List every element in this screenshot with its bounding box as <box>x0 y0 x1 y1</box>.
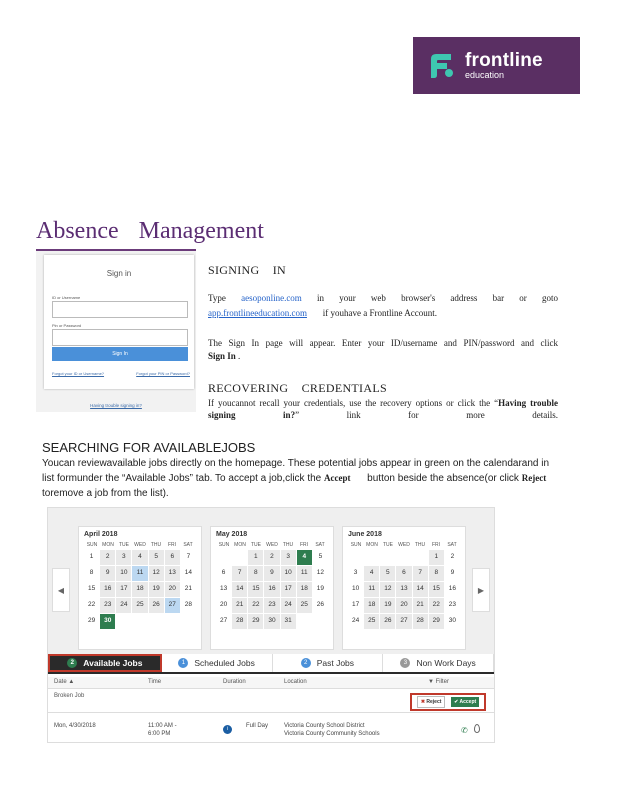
calendar-day[interactable]: 3 <box>116 550 131 565</box>
calendar-day[interactable]: 27 <box>216 614 231 629</box>
col-location: Location <box>284 679 307 685</box>
calendar-day[interactable]: 17 <box>116 582 131 597</box>
calendar-day[interactable]: 12 <box>149 566 164 581</box>
calendar-day[interactable]: 21 <box>181 582 196 597</box>
map-pin-icon[interactable] <box>474 724 480 733</box>
calendar-day[interactable]: 29 <box>84 614 99 629</box>
jobs-tabs <box>48 654 494 674</box>
info-icon[interactable]: i <box>223 725 232 734</box>
calendar-day[interactable]: 27 <box>396 614 411 629</box>
calendar-day[interactable]: 15 <box>429 582 444 597</box>
forgot-id-link[interactable]: Forgot your ID or Username? <box>52 371 105 376</box>
calendar-day[interactable]: 29 <box>248 614 263 629</box>
calendar-day[interactable]: 18 <box>364 598 379 613</box>
calendar-day[interactable]: 24 <box>116 598 131 613</box>
weekday-label: TUE <box>251 542 261 548</box>
tab-scheduled-jobs[interactable]: 1 Scheduled Jobs <box>162 654 273 672</box>
calendar-day[interactable]: 13 <box>396 582 411 597</box>
calendar-day[interactable]: 10 <box>281 566 296 581</box>
calendar-empty-cell <box>348 550 363 565</box>
calendar-day[interactable]: 25 <box>132 598 147 613</box>
calendar-day[interactable]: 25 <box>364 614 379 629</box>
calendar-day[interactable]: 28 <box>181 598 196 613</box>
calendar-empty-cell <box>396 550 411 565</box>
calendar-day[interactable]: 24 <box>348 614 363 629</box>
aesoponline-link[interactable]: aesoponline.com <box>241 293 302 303</box>
searching-body: Youcan reviewavailable jobs directly on the homepage. These potential jobs appear in green on the calendarand in list formunder the “Available Jobs” tab. To accept a job,click the Accept button beside the absence(or click Reject toremove a job from the list). <box>42 458 550 499</box>
col-duration: Duration <box>223 679 246 685</box>
calendar-day[interactable]: 13 <box>216 582 231 597</box>
calendar-empty-cell <box>380 550 395 565</box>
month-calendar: April 2018 SUN MON TUE WED THU FRI SAT 1 2 3 4 5 6 7 8 9 10 11 12 13 14 15 16 17 18 19 20 21 22 23 24 25 26 27 28 29 30 <box>78 526 202 650</box>
calendar-day[interactable]: 9 <box>445 566 460 581</box>
signin-title: Sign in <box>106 269 132 278</box>
calendar-day[interactable]: 5 <box>313 550 328 565</box>
calendar-day[interactable]: 7 <box>413 566 428 581</box>
calendar-empty-cell <box>364 550 379 565</box>
col-date[interactable]: Date ▲ <box>54 679 75 685</box>
calendar-empty-cell <box>216 550 231 565</box>
calendar-day[interactable]: 4 <box>364 566 379 581</box>
frontline-app-link[interactable]: app.frontlineeducation.com <box>208 308 307 318</box>
calendar-day[interactable]: 9 <box>264 566 279 581</box>
next-month-button[interactable]: ▶ <box>472 568 490 612</box>
calendar-day[interactable]: 8 <box>248 566 263 581</box>
calendar-day[interactable]: 2 <box>445 550 460 565</box>
calendar-day[interactable]: 18 <box>297 582 312 597</box>
calendar-day-available[interactable]: 4 <box>297 550 312 565</box>
weekday-label: THU <box>150 542 162 548</box>
tab-non-work-days[interactable]: 3 Non Work Days <box>383 654 494 672</box>
calendar-day[interactable]: 26 <box>380 614 395 629</box>
weekday-label: WED <box>266 542 278 548</box>
calendar-day[interactable]: 20 <box>216 598 231 613</box>
calendar-day[interactable]: 19 <box>149 582 164 597</box>
calendar-day[interactable]: 27 <box>165 598 180 613</box>
calendar-day[interactable]: 23 <box>445 598 460 613</box>
calendar-day[interactable]: 16 <box>100 582 115 597</box>
accept-reject-highlight <box>410 693 486 711</box>
username-field[interactable] <box>52 301 188 318</box>
calendar-empty-cell <box>413 550 428 565</box>
calendar-day[interactable]: 28 <box>232 614 247 629</box>
calendar-day[interactable]: 2 <box>100 550 115 565</box>
calendar-day[interactable]: 26 <box>313 598 328 613</box>
weekday-label: FRI <box>431 542 441 548</box>
table-header <box>48 677 494 689</box>
filter-button[interactable]: ▼ Filter <box>428 679 449 685</box>
weekday-label: FRI <box>299 542 309 548</box>
tab-past-jobs[interactable]: 2 Past Jobs <box>273 654 384 672</box>
username-label: ID or Username <box>52 295 81 300</box>
calendar-day[interactable]: 30 <box>445 614 460 629</box>
calendar-day[interactable]: 3 <box>281 550 296 565</box>
recovering-para: If youcannot recall your credentials, use the recovery options or click the “Having trouble signing in?” link for more details. <box>208 398 558 420</box>
calendar-day[interactable]: 22 <box>84 598 99 613</box>
signing-in-para1-cont: app.frontlineeducation.com if youhave a Frontline Account. <box>208 308 437 318</box>
signing-in-para2: The Sign In page will appear. Enter your ID/username and PIN/password and click <box>208 338 558 348</box>
weekday-label: THU <box>414 542 426 548</box>
calendar-day[interactable]: 10 <box>116 566 131 581</box>
weekday-label: WED <box>398 542 410 548</box>
calendar-day-available[interactable]: 30 <box>100 614 115 629</box>
searching-heading: SEARCHING FOR AVAILABLEJOBS <box>42 440 256 455</box>
calendar-day[interactable]: 20 <box>165 582 180 597</box>
calendar-day[interactable]: 28 <box>413 614 428 629</box>
table-row[interactable]: Mon, 4/30/2018 11:00 AM - 6:00 PM i Full Day Victoria County School District Victoria County Community Schools ✆ <box>48 713 494 743</box>
calendar-day[interactable]: 5 <box>149 550 164 565</box>
calendar-day[interactable]: 22 <box>248 598 263 613</box>
calendar-day[interactable]: 11 <box>364 582 379 597</box>
calendar-day[interactable]: 16 <box>264 582 279 597</box>
broken-job-label: Broken Job <box>54 693 85 699</box>
weekday-label: SAT <box>315 542 325 548</box>
calendar-day[interactable]: 8 <box>429 566 444 581</box>
weekday-label: SUN <box>218 542 230 548</box>
frontline-logo <box>413 37 580 94</box>
calendar-day[interactable]: 21 <box>413 598 428 613</box>
calendar-day[interactable]: 19 <box>380 598 395 613</box>
calendar-day[interactable]: 16 <box>445 582 460 597</box>
calendar-day[interactable]: 29 <box>429 614 444 629</box>
calendar-day[interactable]: 2 <box>264 550 279 565</box>
page-title: Absence Management <box>36 218 264 244</box>
calendar-day[interactable]: 30 <box>264 614 279 629</box>
calendar-day[interactable]: 11 <box>132 566 147 581</box>
calendar-day[interactable]: 6 <box>165 550 180 565</box>
calendar-day[interactable]: 23 <box>100 598 115 613</box>
calendar-day[interactable]: 31 <box>281 614 296 629</box>
forgot-pin-link[interactable]: Forgot your PIN or Password? <box>136 371 190 376</box>
weekday-label: SUN <box>350 542 362 548</box>
calendar-day[interactable]: 4 <box>132 550 147 565</box>
weekday-label: MON <box>234 542 246 548</box>
accept-button[interactable]: ✔ Accept <box>451 697 479 707</box>
prev-month-button[interactable]: ◀ <box>52 568 70 612</box>
calendar-day[interactable]: 17 <box>281 582 296 597</box>
calendar-day[interactable]: 15 <box>84 582 99 597</box>
password-field[interactable] <box>52 329 188 346</box>
calendar-day[interactable]: 18 <box>132 582 147 597</box>
password-label: Pin or Password <box>52 323 82 328</box>
available-jobs-screenshot <box>47 507 495 743</box>
calendar-day[interactable]: 9 <box>100 566 115 581</box>
phone-icon[interactable]: ✆ <box>461 726 468 735</box>
calendar-day[interactable]: 7 <box>181 550 196 565</box>
month-calendar: June 2018 SUN MON TUE WED THU FRI SAT 1 2 3 4 5 6 7 8 9 10 11 12 13 14 15 16 17 18 19 20 21 22 23 24 25 26 27 28 29 30 <box>342 526 466 650</box>
signing-in-para1: Type aesoponline.com in your web browser's address bar or goto <box>208 293 559 303</box>
calendar-day[interactable]: 14 <box>413 582 428 597</box>
signin-button[interactable]: Sign In <box>52 347 188 361</box>
recovering-heading: RECOVERING CREDENTIALS <box>208 381 387 395</box>
weekday-label: MON <box>102 542 114 548</box>
calendar-day[interactable]: 17 <box>348 598 363 613</box>
calendar-day[interactable]: 3 <box>348 566 363 581</box>
weekday-label: SAT <box>183 542 193 548</box>
logo-sub: education <box>465 70 505 80</box>
weekday-label: THU <box>282 542 294 548</box>
calendar-day[interactable]: 22 <box>429 598 444 613</box>
calendar-day[interactable]: 5 <box>380 566 395 581</box>
reject-button[interactable]: ✖ Reject <box>417 696 446 708</box>
weekday-label: SUN <box>86 542 98 548</box>
weekday-label: TUE <box>119 542 129 548</box>
check-icon: ✔ <box>454 699 459 705</box>
reject-icon: ✖ <box>420 699 426 705</box>
col-time: Time <box>148 679 162 685</box>
calendar-empty-cell <box>232 550 247 565</box>
calendar-day[interactable]: 21 <box>232 598 247 613</box>
calendar-day[interactable]: 23 <box>264 598 279 613</box>
signing-in-para2-cont: Sign In . <box>208 351 241 361</box>
calendar-day[interactable]: 12 <box>380 582 395 597</box>
weekday-label: TUE <box>383 542 393 548</box>
logo-word: frontline <box>465 50 543 71</box>
calendar-day[interactable]: 24 <box>281 598 296 613</box>
frontline-logo-icon <box>427 51 457 81</box>
calendar-day[interactable]: 7 <box>232 566 247 581</box>
table-toolbar <box>48 689 494 713</box>
calendar-day[interactable]: 6 <box>216 566 231 581</box>
calendar-day[interactable]: 1 <box>84 550 99 565</box>
calendar-day[interactable]: 1 <box>248 550 263 565</box>
trouble-signing-in-link[interactable]: Having trouble signing in? <box>90 403 142 408</box>
calendar-day[interactable]: 11 <box>297 566 312 581</box>
calendar-day[interactable]: 1 <box>429 550 444 565</box>
calendar-day[interactable]: 6 <box>396 566 411 581</box>
calendar-day[interactable]: 20 <box>396 598 411 613</box>
weekday-label: SAT <box>447 542 457 548</box>
month-calendar: May 2018 SUN MON TUE WED THU FRI SAT 1 2 3 4 5 6 7 8 9 10 11 12 13 14 15 16 17 18 19 20 21 22 23 24 25 26 27 28 29 30 31 <box>210 526 334 650</box>
calendar-day[interactable]: 12 <box>313 566 328 581</box>
calendar-day[interactable]: 14 <box>181 566 196 581</box>
signing-in-heading: SIGNING IN <box>208 263 286 277</box>
signin-screenshot <box>36 249 196 412</box>
weekday-label: MON <box>366 542 378 548</box>
calendar-day[interactable]: 13 <box>165 566 180 581</box>
calendar-day[interactable]: 26 <box>149 598 164 613</box>
calendar-day[interactable]: 10 <box>348 582 363 597</box>
tab-available-jobs[interactable]: 2 Available Jobs <box>48 654 162 672</box>
weekday-label: FRI <box>167 542 177 548</box>
weekday-label: WED <box>134 542 146 548</box>
calendar-day[interactable]: 15 <box>248 582 263 597</box>
calendar-day[interactable]: 8 <box>84 566 99 581</box>
calendar-day[interactable]: 19 <box>313 582 328 597</box>
calendar-day[interactable]: 14 <box>232 582 247 597</box>
calendar-day[interactable]: 25 <box>297 598 312 613</box>
